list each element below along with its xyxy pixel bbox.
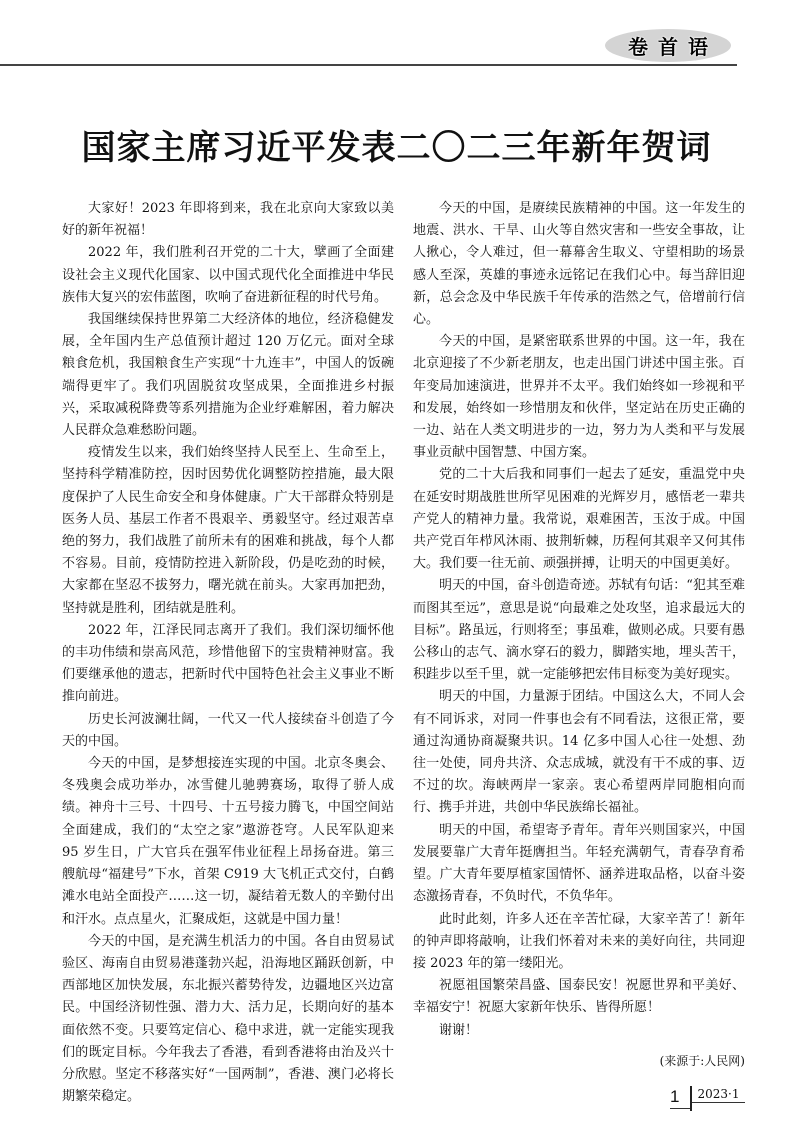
source-note: (来源于:人民网) <box>659 1053 745 1068</box>
paragraph: 今天的中国，是赓续民族精神的中国。这一年发生的地震、洪水、干旱、山火等自然灾害和一些安全事故，让人揪心，令人难过，但一幕幕舍生取义、守望相助的场景感人至深，英雄的事迹永远铭记在我们心中。每当辞旧迎新，总会念及中华民族千年传承的浩然之气，倍增前行信心。 <box>413 201 745 328</box>
section-badge <box>605 29 731 62</box>
paragraph: 历史长河波澜壮阔，一代又一代人接续奋斗创造了今天的中国。 <box>62 711 394 749</box>
paragraph: 今天的中国，是充满生机活力的中国。各自由贸易试验区、海南自由贸易港蓬勃兴起，沿海地区踊跃创新，中西部地区加快发展，东北振兴蓄势待发，边疆地区兴边富民。中国经济韧性强、潜力大、活力足，长期向好的基本面依然不变。只要笃定信心、稳中求进，就一定能实现我们的既定目标。今年我去了香港，看到香港将由治及兴十分欣慰。坚定不移落实好“一国两制”，香港、澳门必将长期繁荣稳定。 <box>62 933 394 1105</box>
article-title: 国家主席习近平发表二〇二三年新年贺词 <box>81 128 712 168</box>
paragraph: 今天的中国，是紧密联系世界的中国。这一年，我在北京迎接了不少新老朋友，也走出国门讲述中国主张。百年变局加速演进，世界并不太平。我们始终如一珍视和平和发展，始终如一珍惜朋友和伙伴，坚定站在历史正确的一边、站在人类文明进步的一边，努力为人类和平与发展事业贡献中国智慧、中国方案。 <box>413 334 745 461</box>
page-footer <box>413 1086 745 1111</box>
right-column <box>413 198 745 1111</box>
paragraph: 大家好！2023 年即将到来，我在北京向大家致以美好的新年祝福！ <box>62 201 394 239</box>
paragraph: 明天的中国，奋斗创造奇迹。苏轼有句话：“犯其至难而图其至远”，意思是说“向最难之处攻坚，追求最远大的目标”。路虽远，行则将至；事虽难，做则必成。只要有愚公移山的志气、滴水穿石的毅力，脚踏实地，埋头苦干，积跬步以至千里，就一定能够把宏伟目标变为美好现实。 <box>413 578 745 683</box>
paragraph: 今天的中国，是梦想接连实现的中国。北京冬奥会、冬残奥会成功举办，冰雪健儿驰骋赛场，取得了骄人成绩。神舟十三号、十四号、十五号接力腾飞，中国空间站全面建成，我们的“太空之家”遨游苍穹。人民军队迎来 95 岁生日，广大官兵在强军伟业征程上昂扬奋进。第三艘航母“福建号”下水，首架 C919 大飞机正式交付，白鹤滩水电站全面投产……这一切，凝结着无数人的辛勤付出和汗水。点点星火，汇聚成炬，这就是中国力量！ <box>62 756 394 927</box>
paragraph: 此时此刻，许多人还在辛苦忙碌，大家辛苦了！新年的钟声即将敲响，让我们怀着对未来的美好向往，共同迎接 2023 年的第一缕阳光。 <box>413 911 745 971</box>
paragraph: 党的二十大后我和同事们一起去了延安，重温党中央在延安时期战胜世所罕见困难的光辉岁月，感悟老一辈共产党人的精神力量。我常说，艰难困苦，玉汝于成。中国共产党百年栉风沐雨、披荆斩棘，历程何其艰辛又何其伟大。我们要一往无前、顽强拼搏，让明天的中国更美好。 <box>413 467 745 572</box>
header-rule <box>0 64 737 66</box>
paragraph: 祝愿祖国繁荣昌盛、国泰民安！祝愿世界和平美好、幸福安宁！祝愿大家新年快乐、皆得所愿！ <box>413 978 745 1016</box>
paragraph: 2022 年，我们胜利召开党的二十大，擘画了全面建设社会主义现代化国家、以中国式现代化全面推进中华民族伟大复兴的宏伟蓝图，吹响了奋进新征程的时代号角。 <box>62 245 394 305</box>
page-number: 1 <box>670 1086 690 1109</box>
paragraph: 谢谢！ <box>439 1022 479 1038</box>
paragraph: 2022 年，江泽民同志离开了我们。我们深切缅怀他的丰功伟绩和崇高风范，珍惜他留下的宝贵精神财富。我们要继承他的遗志，把新时代中国特色社会主义事业不断推向前进。 <box>62 622 394 705</box>
paragraph: 我国继续保持世界第二大经济体的地位，经济稳健发展，全年国内生产总值预计超过 120 万亿元。面对全球粮食危机，我国粮食生产实现“十九连丰”，中国人的饭碗端得更牢了。我们巩固脱贫攻坚成果，全面推进乡村振兴，采取减税降费等系列措施为企业纾难解困，着力解决人民群众急难愁盼问题。 <box>62 312 394 439</box>
paragraph: 疫情发生以来，我们始终坚持人民至上、生命至上，坚持科学精准防控，因时因势优化调整防控措施，最大限度保护了人民生命安全和身体健康。广大干部群众特别是医务人员、基层工作者不畏艰辛、勇毅坚守。经过艰苦卓绝的努力，我们战胜了前所未有的困难和挑战，每个人都不容易。目前，疫情防控进入新阶段，仍是吃劲的时候，大家都在坚忍不拔努力，曙光就在前头。大家再加把劲，坚持就是胜利，团结就是胜利。 <box>62 445 394 616</box>
issue-label: 2023·1 <box>692 1086 745 1103</box>
section-label: 卷首语 <box>628 35 718 59</box>
paragraph: 明天的中国，力量源于团结。中国这么大，不同人会有不同诉求，对同一件事也会有不同看法，这很正常，要通过沟通协商凝聚共识。14 亿多中国人心往一处想、劲往一处使，同舟共济、众志成城，就没有干不成的事、迈不过的坎。海峡两岸一家亲。衷心希望两岸同胞相向而行、携手并进，共创中华民族绵长福祉。 <box>413 689 745 816</box>
left-column <box>62 198 394 1108</box>
paragraph: 明天的中国，希望寄予青年。青年兴则国家兴，中国发展要靠广大青年挺膺担当。年轻充满朝气，青春孕育希望。广大青年要厚植家国情怀、涵养进取品格，以奋斗姿态激扬青春，不负时代，不负华年。 <box>413 822 745 905</box>
